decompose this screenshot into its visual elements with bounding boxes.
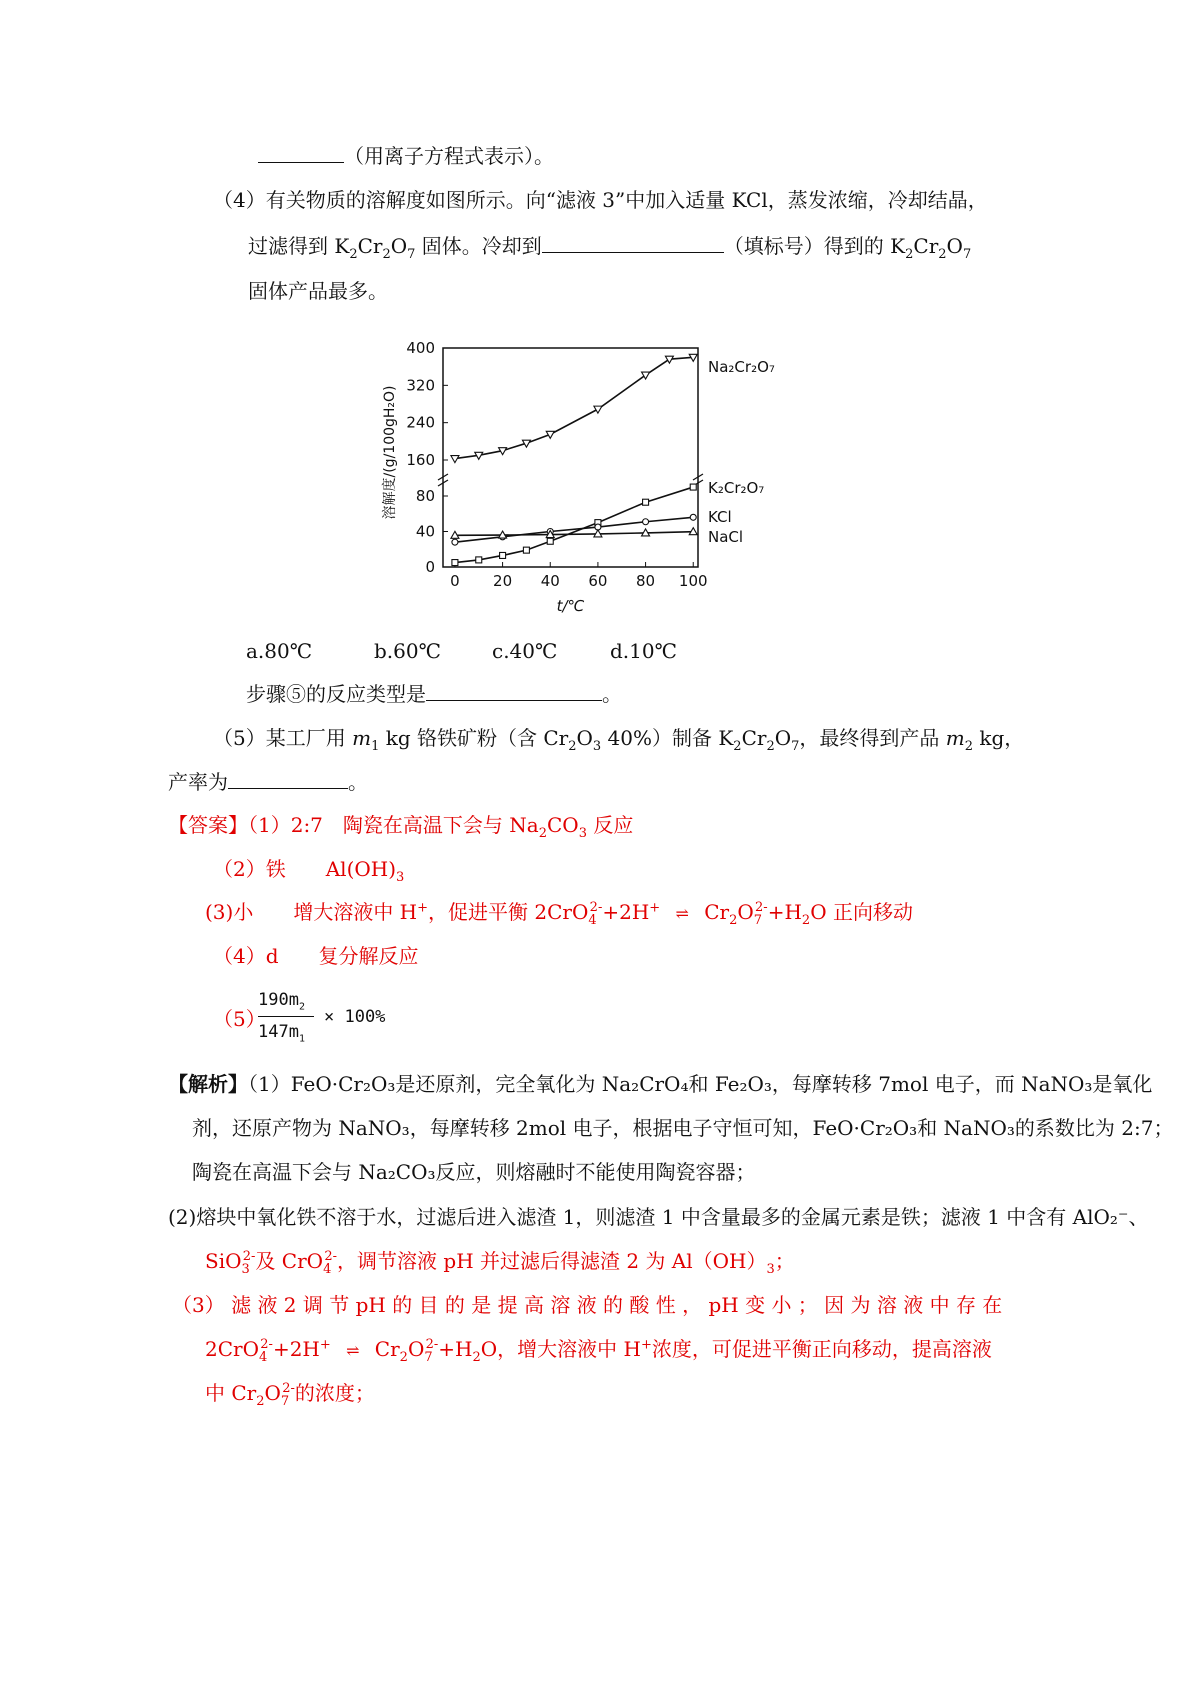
x-tick-label: 20 <box>493 572 513 590</box>
series-line <box>455 357 693 458</box>
q4-step5: 步骤⑤的反应类型是 。 <box>246 682 622 706</box>
answer-2: （2）铁 $Al(OH)_3$ <box>213 857 405 885</box>
series-label: KCl <box>708 508 732 526</box>
answer-4: （4）d 复分解反应 <box>213 944 419 968</box>
x-tick-label: 100 <box>678 572 708 590</box>
data-point <box>451 456 459 463</box>
y-tick-label: 320 <box>406 376 435 395</box>
data-point <box>476 557 482 563</box>
q4-line1: （4）有关物质的溶解度如图所示。向“滤液 3”中加入适量 KCl，蒸发浓缩，冷却结晶， <box>213 188 988 212</box>
answer-blank[interactable] <box>228 768 348 789</box>
series-label: K₂Cr₂O₇ <box>708 479 765 497</box>
data-point <box>452 560 458 566</box>
data-point <box>594 406 602 413</box>
data-point <box>523 547 529 553</box>
y-tick-label: 40 <box>415 522 435 541</box>
data-point <box>547 538 553 544</box>
q5-line1: （5）某工厂用 $m_1$ kg 铬铁矿粉（含 $Cr_2O_3$ 40%）制备 $K_2Cr_2O_7$，最终得到产品 $m_2$ kg， <box>213 726 1025 754</box>
q4-line3: 固体产品最多。 <box>248 279 388 303</box>
option-a: a.80℃ <box>246 639 313 663</box>
q3-tail: （用离子方程式表示）。 <box>258 142 554 170</box>
y-tick-label: 0 <box>425 558 435 576</box>
answer-3: (3)小 增大溶液中 H+，促进平衡 2CrO$_4^{2-}$+2H+ ⇌ $Cr_2O_7^{2-}+H_2O$ 正向移动 <box>205 900 913 928</box>
answer-5-denominator: $147m_1$ <box>258 1022 305 1045</box>
answer-blank[interactable] <box>426 680 602 701</box>
x-tick-label: 0 <box>450 572 460 590</box>
series-label: Na₂Cr₂O₇ <box>708 358 775 376</box>
analysis-p1-l2: 剂，还原产物为 NaNO₃，每摩转移 2mol 电子，根据电子守恒可知，FeO·Cr₂O₃和 NaNO₃的系数比为 2:7； <box>192 1116 1174 1140</box>
answer-1: 【答案】（1）2:7 陶瓷在高温下会与 $Na_2CO_3$ 反应 <box>168 813 634 841</box>
data-point <box>690 484 696 490</box>
y-tick-label: 160 <box>406 451 435 469</box>
data-point <box>690 514 696 520</box>
analysis-p3-l3: 中 $Cr_2O_7^{2-}$的浓度； <box>205 1381 375 1409</box>
data-point <box>643 499 649 505</box>
data-point <box>500 552 506 558</box>
answer-5-label: （5） <box>213 1007 266 1031</box>
y-tick-label: 400 <box>406 339 435 357</box>
series-line <box>455 487 693 562</box>
q4-line2: 过滤得到 $K_2Cr_2O_7$ 固体。冷却到 （填标号）得到的 $K_2Cr_2O_7$ <box>248 234 972 262</box>
solubility-chart <box>380 339 800 635</box>
answer-tag: 【答案】 <box>168 813 248 837</box>
answer-5-numerator: $190m_2$ <box>258 990 305 1013</box>
option-d: d.10℃ <box>610 639 677 663</box>
analysis-p3-l1: （3） 滤 液 2 调 节 pH 的 目 的 是 提 高 溶 液 的 酸 性 ， pH 变 小 ； 因 为 溶 液 中 存 在 <box>172 1293 1003 1317</box>
x-axis-label: t/℃ <box>556 597 585 615</box>
series-line <box>455 517 693 542</box>
y-tick-label: 80 <box>415 487 435 505</box>
analysis-p1-l1: 【解析】（1）FeO·Cr₂O₃是还原剂，完全氧化为 Na₂CrO₄和 Fe₂O₃，每摩转移 7mol 电子，而 NaNO₃是氧化 <box>168 1072 1153 1096</box>
series-label: NaCl <box>708 528 744 546</box>
data-point <box>643 519 649 525</box>
y-axis-label: 溶解度/(g/100gH₂O) <box>382 385 398 520</box>
analysis-p1-l3: 陶瓷在高温下会与 Na₂CO₃反应，则熔融时不能使用陶瓷容器； <box>192 1160 756 1184</box>
data-point <box>452 539 458 545</box>
answer-blank[interactable] <box>542 232 724 253</box>
answer-5-tail: × 100% <box>324 1007 386 1027</box>
equilibrium-arrow-icon: ⇌ <box>675 904 689 923</box>
q4-options <box>246 637 677 665</box>
x-tick-label: 80 <box>636 572 656 590</box>
x-tick-label: 40 <box>540 572 560 590</box>
analysis-p2-l2: SiO$_3^{2-}$及 CrO$_4^{2-}$，调节溶液 pH 并过滤后得滤渣 2 为 $Al(OH)_3$； <box>205 1249 795 1277</box>
answer-blank[interactable] <box>258 142 344 163</box>
analysis-p3-l2: 2CrO$_4^{2-}$+2H+ ⇌ $Cr_2O_7^{2-}+H_2O$，增大溶液中 H+浓度，可促进平衡正向移动，提高溶液 <box>205 1337 992 1365</box>
y-tick-label: 240 <box>406 413 435 432</box>
equilibrium-arrow-icon: ⇌ <box>346 1341 360 1360</box>
q5-line2: 产率为 。 <box>168 770 368 794</box>
analysis-p2-l1: (2)熔块中氧化铁不溶于水，过滤后进入滤渣 1，则滤渣 1 中含量最多的金属元素是铁；滤液 1 中含有 AlO₂⁻、 <box>168 1205 1149 1229</box>
fraction-bar <box>258 1016 314 1017</box>
option-c: c.40℃ <box>492 639 558 663</box>
x-tick-label: 60 <box>588 572 608 590</box>
option-b: b.60℃ <box>374 639 441 663</box>
